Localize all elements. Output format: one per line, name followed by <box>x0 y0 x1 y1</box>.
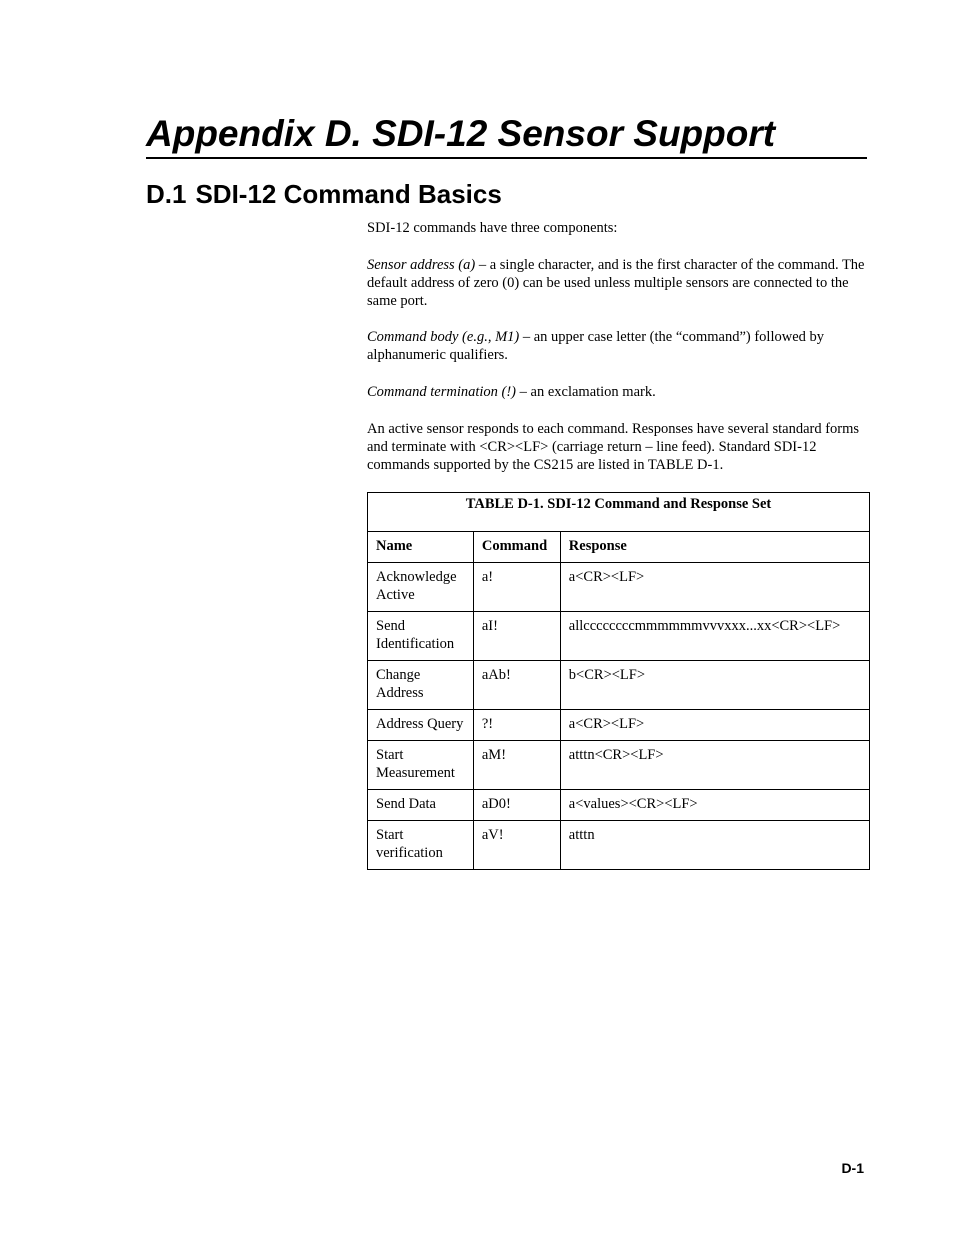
table-row <box>368 710 870 741</box>
sensor-address-text: – a single character, and is the first character of the command. The default address of zero (0) can be used unless multiple sensors are connected to the same port. <box>367 257 865 309</box>
table-row <box>368 790 870 821</box>
column-header-name: Name <box>368 532 474 563</box>
cell-response: atttn <box>560 821 869 870</box>
table-header-row <box>368 532 870 563</box>
page-number: D-1 <box>841 1160 864 1176</box>
table-caption-row <box>368 493 870 532</box>
table-row <box>368 612 870 661</box>
cell-name: Address Query <box>368 710 474 741</box>
command-body-label: Command body (e.g., M1) <box>367 329 520 345</box>
cell-command: a! <box>473 563 560 612</box>
section-heading <box>146 178 502 210</box>
command-response-table <box>367 492 870 870</box>
cell-name: Send Data <box>368 790 474 821</box>
column-header-response: Response <box>560 532 869 563</box>
cell-name: Send Identification <box>368 612 474 661</box>
section-title: SDI-12 Command Basics <box>195 179 502 209</box>
command-termination-label: Command termination (!) <box>367 384 517 400</box>
cell-command: aM! <box>473 741 560 790</box>
cell-command: ?! <box>473 710 560 741</box>
cell-command: aD0! <box>473 790 560 821</box>
appendix-title: Appendix D. SDI-12 Sensor Support <box>146 112 867 159</box>
table-caption: TABLE D-1. SDI-12 Command and Response Set <box>368 493 870 532</box>
table-row <box>368 661 870 710</box>
cell-response: atttn<CR><LF> <box>560 741 869 790</box>
cell-response: allccccccccmmmmmmvvvxxx...xx<CR><LF> <box>560 612 869 661</box>
cell-name: Start verification <box>368 821 474 870</box>
cell-response: a<CR><LF> <box>560 563 869 612</box>
cell-response: b<CR><LF> <box>560 661 869 710</box>
cell-name: Change Address <box>368 661 474 710</box>
cell-name: Acknowledge Active <box>368 563 474 612</box>
table-row <box>368 741 870 790</box>
cell-command: aI! <box>473 612 560 661</box>
cell-response: a<CR><LF> <box>560 710 869 741</box>
intro-paragraph: SDI-12 commands have three components: <box>367 220 618 236</box>
command-body-paragraph <box>367 328 867 364</box>
sensor-address-label: Sensor address (a) <box>367 257 476 273</box>
cell-name: Start Measurement <box>368 741 474 790</box>
section-number: D.1 <box>146 179 187 209</box>
command-body-text: – an upper case letter (the “command”) followed by alphanumeric qualifiers. <box>367 329 825 363</box>
command-termination-text: – an exclamation mark. <box>516 384 656 400</box>
table-row <box>368 563 870 612</box>
command-table-container <box>367 492 870 870</box>
command-termination-paragraph <box>367 383 867 401</box>
table-row <box>368 821 870 870</box>
response-paragraph: An active sensor responds to each command. Responses have several standard forms and terminate with <CR><LF> (carriage return – line feed). Standard SDI-12 commands supported by the CS215 are listed in TABLE D-1. <box>367 421 860 473</box>
cell-command: aAb! <box>473 661 560 710</box>
sensor-address-paragraph <box>367 256 867 310</box>
cell-response: a<values><CR><LF> <box>560 790 869 821</box>
column-header-command: Command <box>473 532 560 563</box>
cell-command: aV! <box>473 821 560 870</box>
